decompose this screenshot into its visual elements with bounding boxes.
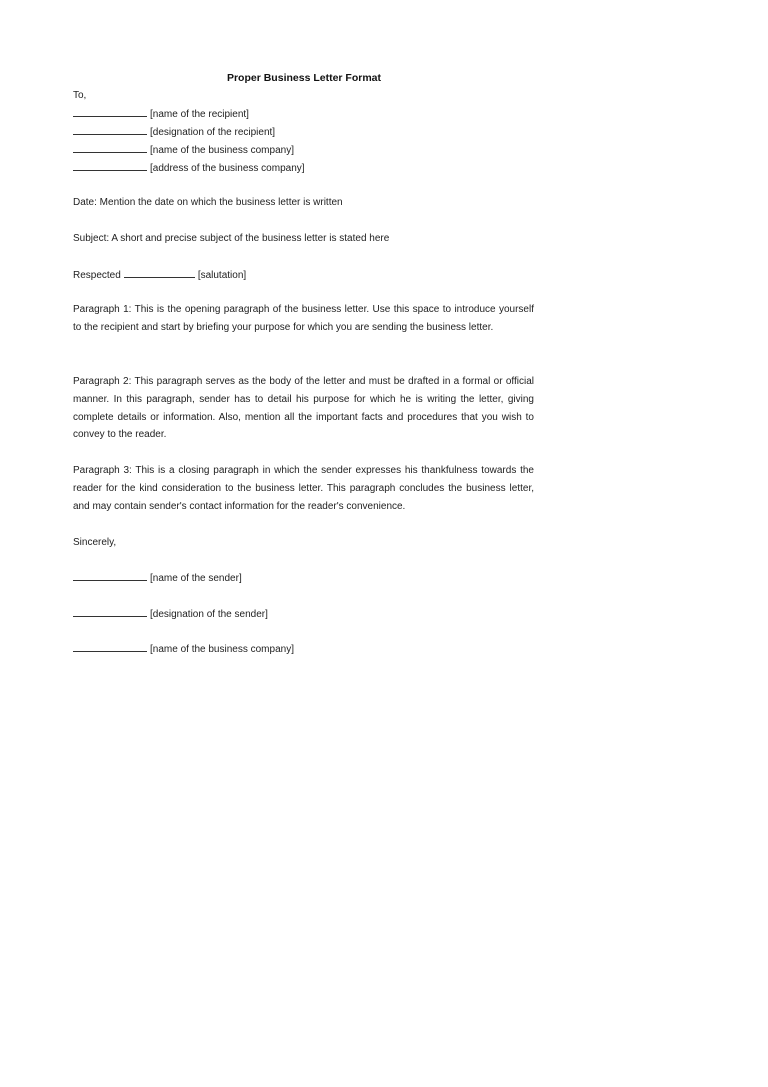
subject-line: Subject: A short and precise subject of the business letter is stated here [73, 233, 390, 244]
sender-name-field [73, 572, 242, 585]
recipient-designation-label: [designation of the recipient] [150, 127, 276, 138]
sender-company-label: [name of the business company] [150, 644, 294, 655]
sender-designation-field [73, 608, 268, 621]
blank-line [73, 162, 147, 171]
blank-line [73, 108, 147, 117]
sender-company-field [73, 643, 294, 656]
paragraph-3: Paragraph 3: This is a closing paragraph in which the sender expresses his thankfulness towards the reader for the kind consideration to the business letter. This paragraph concludes the business letter, and may contain sender's contact information for the reader's convenience. [73, 465, 534, 512]
recipient-address-label: [address of the business company] [150, 163, 305, 174]
salutation-prefix: Respected [73, 270, 121, 281]
paragraph-1: Paragraph 1: This is the opening paragraph of the business letter. Use this space to introduce yourself to the recipient and start by briefing your purpose for which you are sending the business letter. [73, 304, 534, 333]
recipient-address-field [73, 162, 305, 175]
closing: Sincerely, [73, 537, 117, 548]
blank-line [73, 572, 147, 581]
salutation-line [73, 269, 246, 282]
sender-name-label: [name of the sender] [150, 573, 242, 584]
document-title: Proper Business Letter Format [226, 72, 382, 84]
recipient-name-field [73, 108, 249, 121]
blank-line [124, 269, 195, 278]
blank-line [73, 643, 147, 652]
recipient-designation-field [73, 126, 275, 139]
salutation-placeholder: [salutation] [197, 270, 247, 281]
blank-line [73, 608, 147, 617]
sender-designation-label: [designation of the sender] [150, 609, 268, 620]
paragraph-2: Paragraph 2: This paragraph serves as the body of the letter and must be drafted in a formal or official manner. In this paragraph, sender has to detail his purpose for which he is writing the letter, giving complete details or information. Also, mention all the important facts and procedures that you wish to convey to the reader. [73, 376, 534, 441]
recipient-name-label: [name of the recipient] [150, 109, 249, 120]
recipient-company-field [73, 144, 294, 157]
recipient-company-label: [name of the business company] [150, 145, 294, 156]
date-line: Date: Mention the date on which the business letter is written [73, 197, 343, 208]
blank-line [73, 144, 147, 153]
greeting: To, [73, 90, 87, 101]
blank-line [73, 126, 147, 135]
